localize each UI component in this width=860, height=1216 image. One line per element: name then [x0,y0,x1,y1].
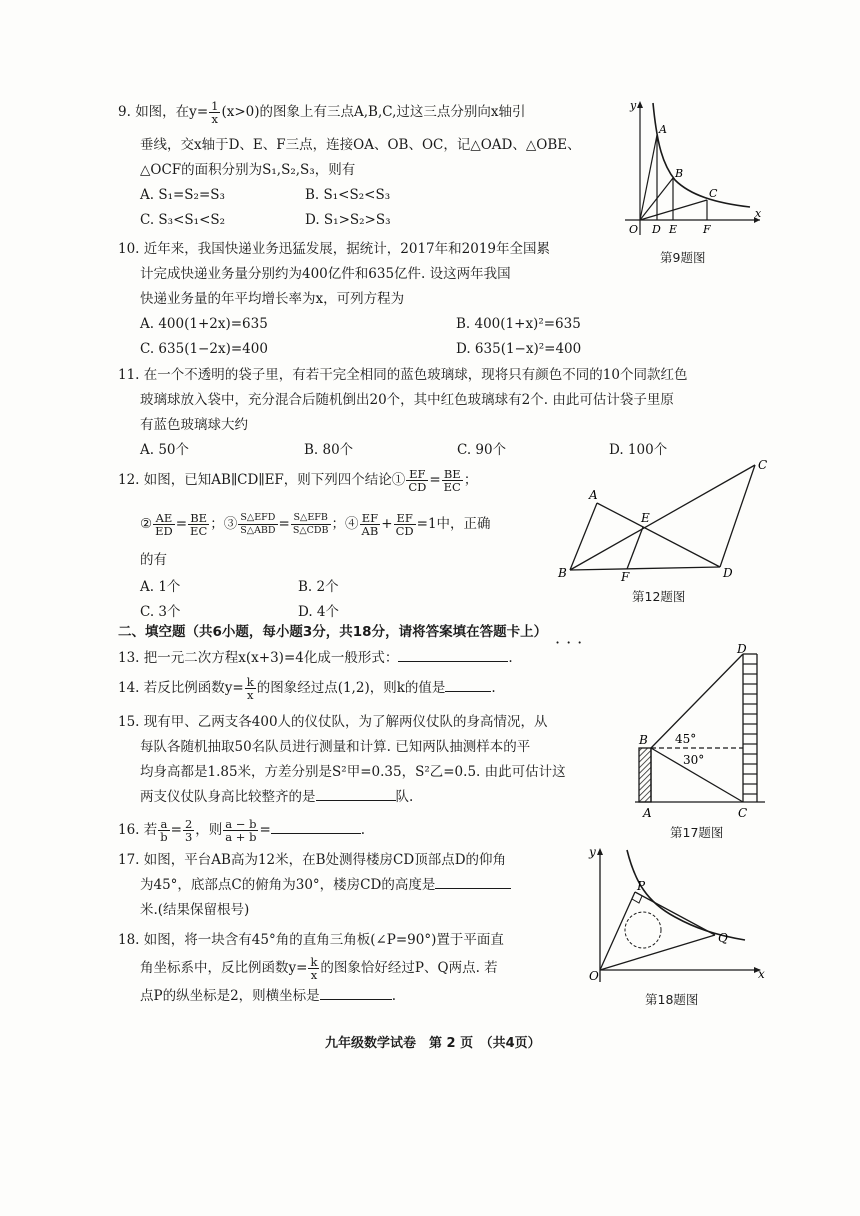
fig18-label-p: P [637,879,646,893]
q10-option-a[interactable]: A. 400(1+2x)=635 [140,316,268,332]
fig12-label-c: C [758,458,768,472]
fig12-label-e: E [641,511,650,525]
q10-option-d[interactable]: D. 635(1−x)²=400 [456,341,582,357]
question-15: 15. 现有甲、乙两支各400人的仪仗队，为了解两仪仗队的身高情况，从 每队各随机抽取50名队员进行测量和计算. 已知两队抽测样本的平 均身高都是1.85米，方差分别是S²甲=0.35，S²乙=0.5. 由此可估计这 两支仪仗队身高比较整齐的是 队. [118,710,618,810]
fig18-label-q: Q [718,931,728,945]
figure-17 [625,640,775,820]
q17-answer-blank[interactable] [435,874,511,889]
q10-option-c[interactable]: C. 635(1−2x)=400 [140,341,268,357]
q12-option-b[interactable]: B. 2个 [298,579,339,595]
q9-options-row2 [118,208,618,233]
q17-line3: 米.(结果保留根号) [140,902,250,918]
question-11 [118,363,798,463]
q11-option-b[interactable]: B. 80个 [304,442,354,458]
fig17-label-d: D [737,642,747,656]
section-2-title: 二、填空题（共6小题，每小题3分，共18分，请将答案填在答题卡上） [118,624,548,640]
fig17-label-b: B [639,733,648,747]
fig12-label-d: D [723,566,733,580]
fig18-label-o: O [589,969,599,983]
q9-line3: △OCF的面积分别为S₁,S₂,S₃，则有 [140,162,356,178]
q18-answer-blank[interactable] [320,985,392,1000]
q11-line2: 玻璃球放入袋中，充分混合后随机倒出20个，其中红色玻璃球有2个. 由此可估计袋子里原 [140,392,674,408]
figure-18 [585,842,770,987]
fig9-caption: 第9题图 [660,250,706,265]
q11-option-d[interactable]: D. 100个 [609,442,668,458]
fig9-label-x: x [755,207,762,220]
fig12-caption: 第12题图 [632,589,686,604]
q9-line1: 9. 如图，在y= $\frac{1}{x}$ (x>0)的图象上有三点A,B,C,过这三点分别向x轴引 [118,99,526,126]
fig17-label-c: C [738,806,748,820]
q10-line3: 快递业务量的年平均增长率为x，可列方程为 [140,291,405,307]
page-footer: 九年级数学试卷 第 2 页 （共4页） [325,1036,541,1051]
q9-fraction: $\frac{1}{x}$ [211,99,219,126]
q10-line2: 计完成快递业务量分别约为400亿件和635亿件. 设这两年我国 [140,266,511,282]
q10-line1: 10. 近年来，我国快递业务迅猛发展，据统计，2017年和2019年全国累 [118,241,550,257]
q9-option-b[interactable]: B. S₁<S₂<S₃ [305,187,391,203]
fig17-building-windows [743,664,757,794]
fig17-angle-45: 45° [675,732,697,746]
q12-line3: 的有 [140,552,167,568]
emphasis-dots: ··· [555,633,589,652]
question-12 [118,465,578,625]
fig9-label-d: D [652,223,661,236]
q11-option-a[interactable]: A. 50个 [140,442,190,458]
fig17-caption: 第17题图 [670,825,724,840]
q9-option-c[interactable]: C. S₃<S₁<S₂ [140,212,226,228]
q9-line2: 垂线，交x轴于D、E、F三点，连接OA、OB、OC，记△OAD、△OBE、 [140,137,581,153]
fig9-label-c: C [709,187,718,200]
fig12-label-f: F [621,570,630,584]
q11-line1: 11. 在一个不透明的袋子里，有若干完全相同的蓝色玻璃球，现将只有颜色不同的10个同款红色 [118,367,688,383]
fig9-label-o: O [629,223,639,236]
fig9-label-b: B [675,167,684,180]
q9-option-a[interactable]: A. S₁=S₂=S₃ [140,187,225,203]
fig18-label-x: x [758,967,765,981]
fig12-label-a: A [589,488,598,502]
q14-answer-blank[interactable] [445,677,491,692]
q12-option-a[interactable]: A. 1个 [140,579,181,595]
q12-option-d[interactable]: D. 4个 [298,604,340,620]
q12-line2: ② $\frac{AE}{ED}$ = $\frac{BE}{EC}$ ；③ $\frac{\text{S△EFD}}{\text{S△ABD}}$ = $\frac{\text{S△EFB}}{\text{S△CDB}}$ ；④ $\frac{EF}{AB}$ + $\frac{EF}{CD}$ =1中，正确 [140,511,491,538]
q10-options-row2 [118,337,778,362]
question-18: 18. 如图，将一块含有45°角的直角三角板(∠P=90°)置于平面直 角坐标系中，反比例函数y= $\frac{k}{x}$ 的图象恰好经过P、Q两点. 若 点P的纵坐标是2，则横坐标是 . [118,932,504,1004]
q11-option-c[interactable]: C. 90个 [457,442,507,458]
figure-12 [555,455,785,585]
fig17-angle-30: 30° [683,753,705,767]
q15-line3: 均身高都是1.85米，方差分别是S²甲=0.35，S²乙=0.5. 由此可估计这 [140,764,566,780]
q12-option-c[interactable]: C. 3个 [140,604,181,620]
question-17: 17. 如图，平台AB高为12米，在B处测得楼房CD顶部点D的仰角 为45°，底部点C的俯角为30°，楼房CD的高度是 米.(结果保留根号) [118,848,598,923]
fig17-label-a: A [643,806,652,820]
question-14: 14. 若反比例函数y= $\frac{k}{x}$ 的图象经过点(1,2)，则k的值是 . [118,675,496,702]
fig18-label-y: y [589,845,596,859]
figure-9 [615,95,770,245]
fig18-caption: 第18题图 [645,992,699,1007]
fig9-label-f: F [703,223,711,236]
question-9 [118,100,618,233]
q10-option-b[interactable]: B. 400(1+x)²=635 [456,316,581,332]
q13-answer-blank[interactable] [398,647,508,662]
fig9-curve [653,103,750,207]
q11-line3: 有蓝色玻璃球大约 [140,417,248,433]
q15-line2: 每队各随机抽取50名队员进行测量和计算. 已知两队抽测样本的平 [140,739,531,755]
q10-options-row1 [118,312,778,337]
fig9-label-y: y [630,99,637,112]
q9-option-d[interactable]: D. S₁>S₂>S₃ [305,212,391,228]
q15-answer-blank[interactable] [316,786,396,801]
q12-line1: 12. 如图，已知AB∥CD∥EF，则下列四个结论① $\frac{EF}{CD}$ = $\frac{BE}{EC}$ ； [118,467,478,494]
fig9-label-a: A [659,123,667,136]
q9-options-row1 [118,183,618,208]
question-10 [118,237,778,362]
q16-answer-blank[interactable] [271,819,361,834]
fig9-label-e: E [669,223,678,236]
question-16: 16. 若 $\frac{a}{b}$ = $\frac{2}{3}$ ，则 $\frac{a - b}{a + b}$ = . [118,817,366,844]
question-13: 13. 把一元二次方程x(x+3)=4化成一般形式： . [118,646,513,671]
q12-options-row1 [118,575,578,600]
fig12-label-b: B [558,566,567,580]
